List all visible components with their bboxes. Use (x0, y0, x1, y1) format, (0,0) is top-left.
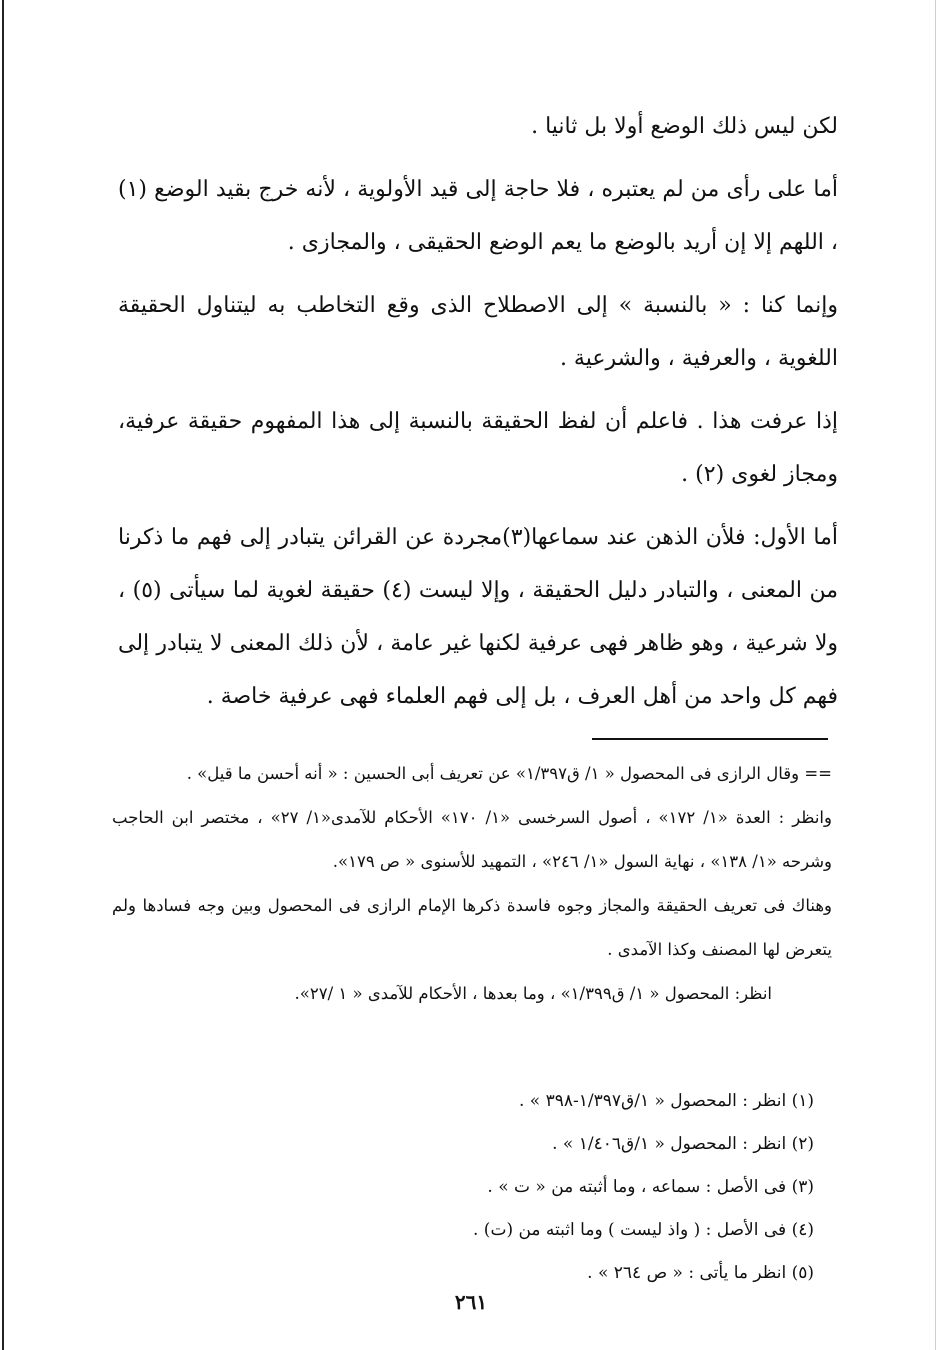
main-paragraph-5: أما الأول: فلأن الذهن عند سماعها(٣)مجردة عن القرائن يتبادر إلى فهم ما ذكرنا من المعنى ، والتبادر دليل الحقيقة ، وإلا ليست (٤) حقيقة لغوية لما سيأتى (٥) ، ولا شرعية ، وهو ظاهر فهى عرفية لكنها غير عامة ، لأن ذلك المعنى لا يتبادر إلى فهم كل واحد من أهل العرف ، بل إلى فهم العلماء فهى عرفية خاصة . (118, 525, 839, 709)
note-remark: وهناك فى تعريف الحقيقة والمجاز وجوه فاسدة ذكرها الإمام الرازى فى المحصول وبين وجه فسادها ولم يتعرض لها المصنف وكذا الآمدى . (112, 896, 832, 959)
footnote-2: (٢) انظر : المحصول « ١/ق١/٤٠٦ » . (552, 1134, 814, 1154)
note-references-2: انظر: المحصول « ١/ ق١/٣٩٩» ، وما بعدها ، الأحكام للآمدى « ١ /٢٧». (294, 984, 772, 1003)
footnote-4: (٤) فى الأصل : ( واذ ليست ) وما اثبته من (ت) . (473, 1220, 814, 1240)
note-references-1: وانظر : العدة «١/ ١٧٢» ، أصول السرخسى «١/ ١٧٠» الأحكام للآمدى«١/ ٢٧» ، مختصر ابن الحاجب وشرحه «١/ ١٣٨» ، نهاية السول «١/ ٢٤٦» ، التمهيد للأسنوى « ص ١٧٩». (112, 808, 832, 871)
footnote-3: (٣) فى الأصل : سماعه ، وما أثبته من « ت » . (487, 1177, 814, 1197)
page-number: ٢٦١ (454, 1290, 488, 1314)
main-paragraph-4: إذا عرفت هذا . فاعلم أن لفظ الحقيقة بالنسبة إلى هذا المفهوم حقيقة عرفية، ومجاز لغوى (٢) . (118, 409, 838, 487)
main-paragraph-1: لكن ليس ذلك الوضع أولا بل ثانيا . (531, 114, 838, 139)
footnote-5: (٥) انظر ما يأتى : « ص ٢٦٤ » . (587, 1263, 814, 1283)
page-edge-left (2, 0, 4, 1350)
main-paragraph-3: وإنما كنا : « بالنسبة » إلى الاصطلاح الذى وقع التخاطب به ليتناول الحقيقة اللغوية ، والعرفية ، والشرعية . (118, 293, 838, 371)
footnote-continuation (112, 752, 832, 1016)
note-continuation: == وقال الرازى فى المحصول « ١/ ق١/٣٩٧» عن تعريف أبى الحسين : « أنه أحسن ما قيل» . (186, 764, 832, 783)
footnote-divider (592, 738, 828, 740)
footnotes-list (174, 1080, 814, 1295)
main-paragraph-2: أما على رأى من لم يعتبره ، فلا حاجة إلى قيد الأولوية ، لأنه خرج بقيد الوضع (١) ، اللهم إلا إن أريد بالوضع ما يعم الوضع الحقيقى ، والمجازى . (118, 177, 838, 255)
footnote-1: (١) انظر : المحصول « ١/ق١/٣٩٧-٣٩٨ » . (518, 1091, 814, 1111)
page-edge-right (935, 0, 936, 1350)
main-text (118, 100, 838, 723)
